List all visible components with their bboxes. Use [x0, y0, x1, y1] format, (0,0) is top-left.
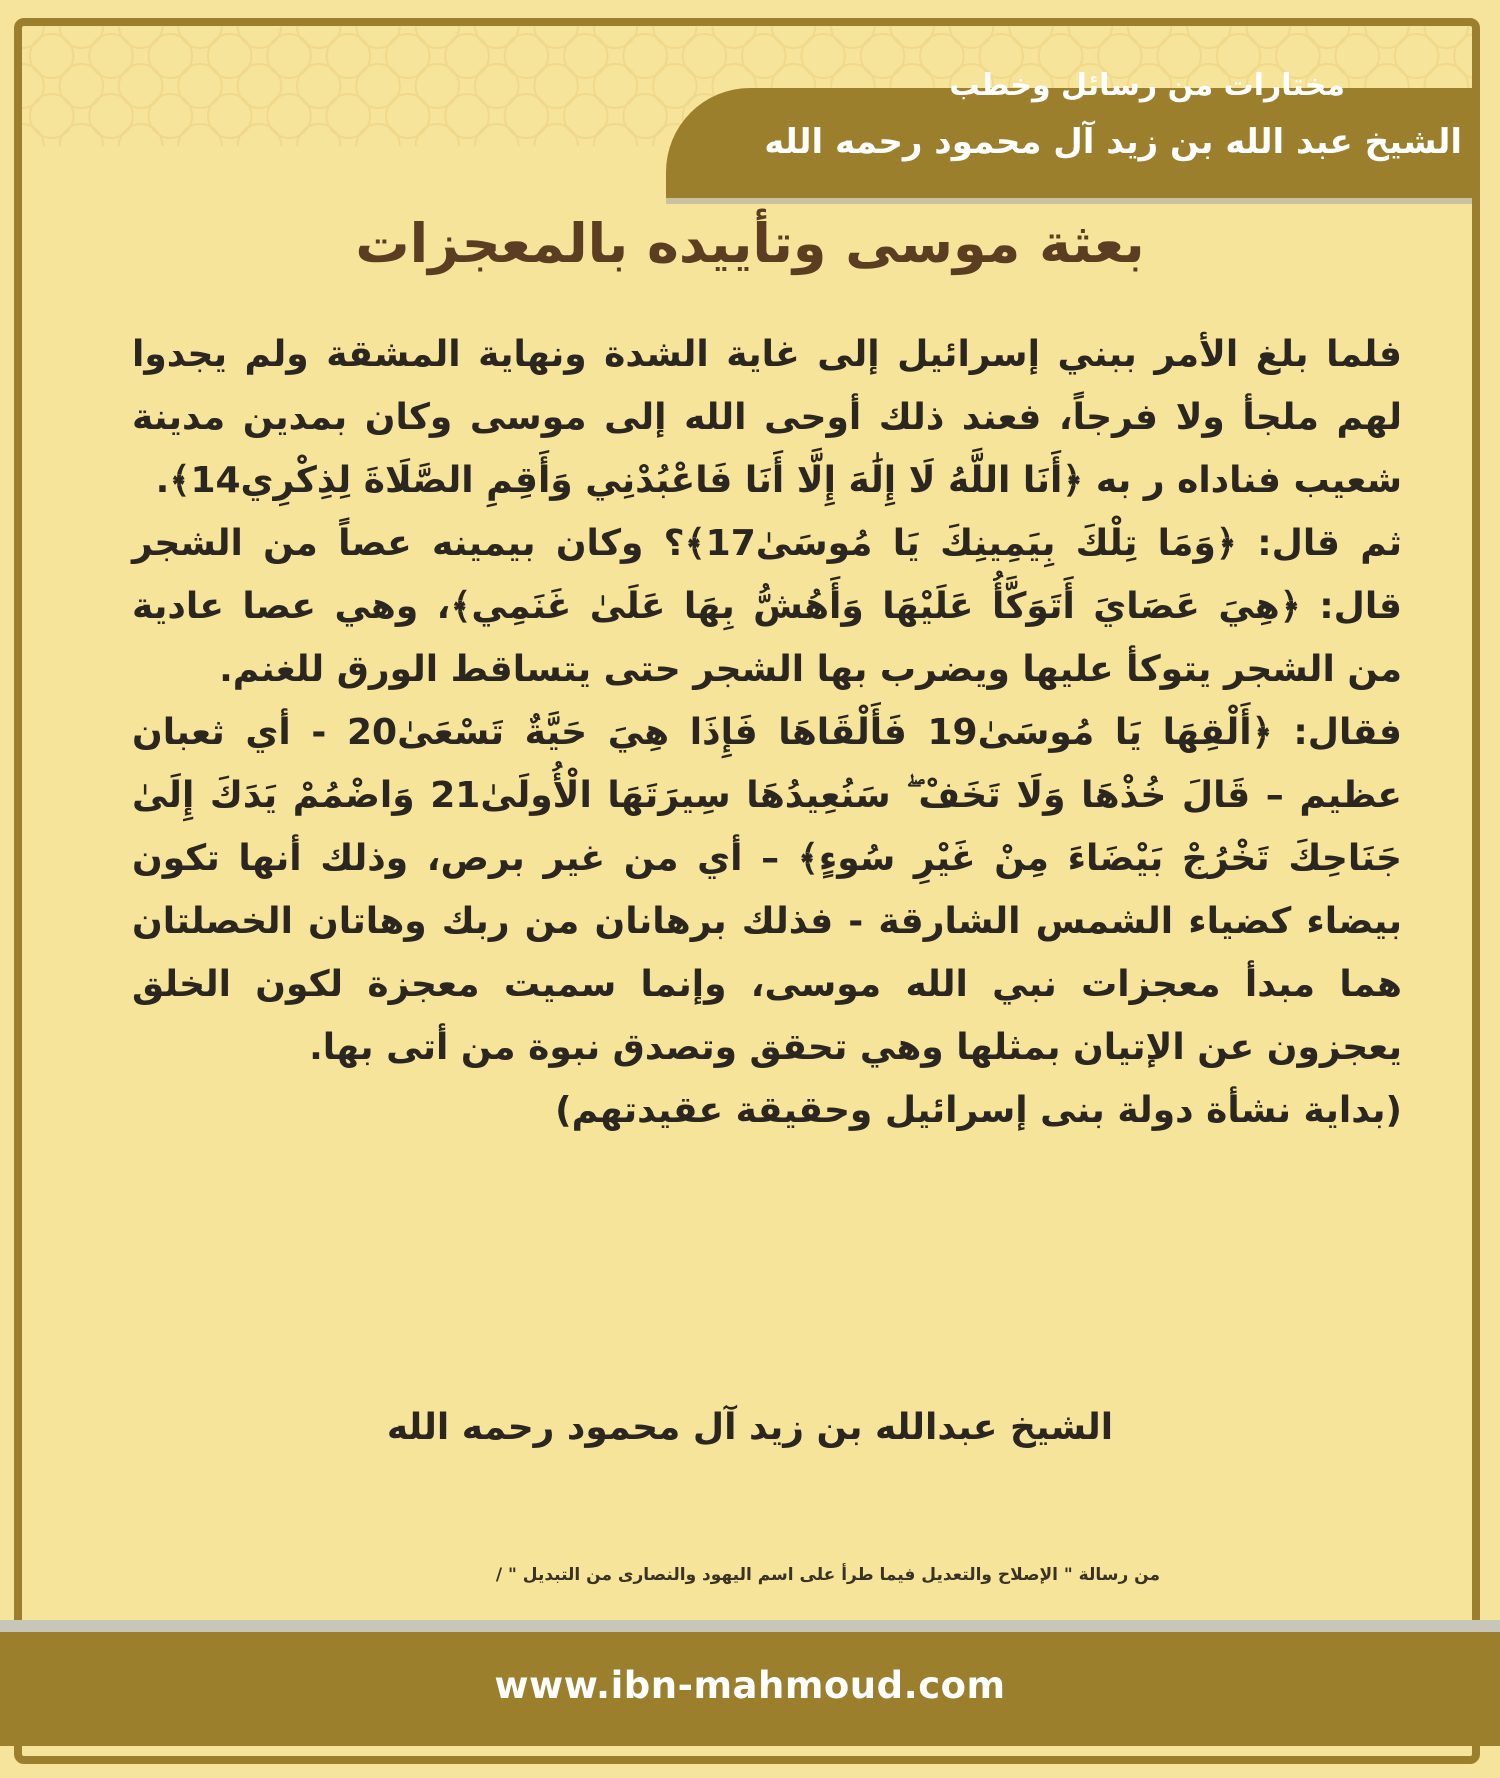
page-title: بعثة موسى وتأييده بالمعجزات — [355, 212, 1145, 275]
header-author: الشيخ عبد الله بن زيد آل محمود رحمه الله — [764, 122, 1462, 162]
paragraph-3: فقال: ﴿أَلْقِهَا يَا مُوسَىٰ19 فَأَلْقَاهَا فَإِذَا هِيَ حَيَّةٌ تَسْعَىٰ20 - أي ثعبان عظيم – قَالَ خُذْهَا وَلَا تَخَفْ ۖ سَنُعِيدُهَا سِيرَتَهَا الْأُولَىٰ21 وَاضْمُمْ يَدَكَ إِلَىٰ جَنَاحِكَ تَخْرُجْ بَيْضَاءَ مِنْ غَيْرِ سُوءٍ﴾ – أي من غير برص، وذلك أنها تكون بيضاء كضياء الشمس الشارقة - فذلك برهانان من ربك وهاتان الخصلتان هما مبدأ معجزات نبي الله موسى، وإنما سميت معجزة لكون الخلق يعجزون عن الإتيان بمثلها وهي تحقق وتصدق نبوة من أتى بها. — [132, 712, 1402, 1068]
header-subtitle: مختارات من رسائل وخطب — [949, 68, 1345, 103]
signature: الشيخ عبدالله بن زيد آل محمود رحمه الله — [386, 1407, 1114, 1448]
footer-divider — [0, 1620, 1500, 1632]
source-citation: من رسالة " الإصلاح والتعديل فيما طرأ على اسم اليهود والنصارى من التبديل " / — [495, 1565, 1160, 1585]
paragraph-1: فلما بلغ الأمر ببني إسرائيل إلى غاية الشدة ونهاية المشقة ولم يجدوا لهم ملجأ ولا فرجاً، فعند ذلك أوحى الله إلى موسى وكان بمدين مدينة شعيب فناداه ر به ﴿أَنَا اللَّهُ لَا إِلَٰهَ إِلَّا أَنَا فَاعْبُدْنِي وَأَقِمِ الصَّلَاةَ لِذِكْرِي14﴾. — [132, 334, 1402, 501]
footer-bar — [0, 1632, 1500, 1746]
article-body — [132, 323, 1402, 1142]
reference-note: (بداية نشأة دولة بنى إسرائيل وحقيقة عقيدتهم) — [555, 1090, 1402, 1131]
paragraph-2: ثم قال: ﴿وَمَا تِلْكَ بِيَمِينِكَ يَا مُوسَىٰ17﴾؟ وكان بيمينه عصاً من الشجر قال: ﴿هِيَ عَصَايَ أَتَوَكَّأُ عَلَيْهَا وَأَهُشُّ بِهَا عَلَىٰ غَنَمِي﴾، وهي عصا عادية من الشجر يتوكأ عليها ويضرب بها الشجر حتى يتساقط الورق للغنم. — [132, 523, 1402, 690]
website-link[interactable]: www.ibn-mahmoud.com — [494, 1664, 1006, 1707]
